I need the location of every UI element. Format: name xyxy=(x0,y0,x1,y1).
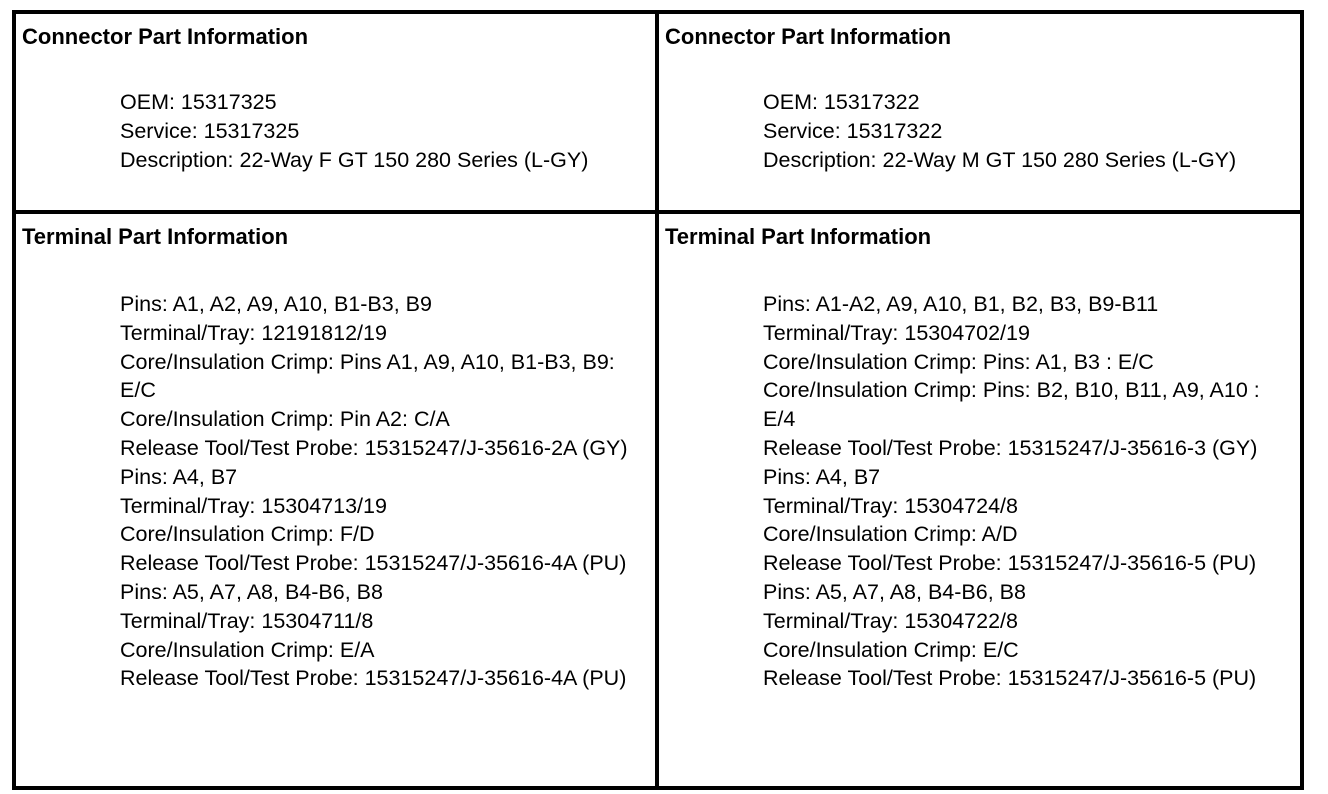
left-terminal-line: Pins: A5, A7, A8, B4-B6, B8 xyxy=(120,579,383,604)
left-terminal-line: Core/Insulation Crimp: Pin A2: C/A xyxy=(120,407,450,432)
left-terminal-line: Core/Insulation Crimp: F/D xyxy=(120,522,375,547)
right-terminal-line: Pins: A1-A2, A9, A10, B1, B2, B3, B9-B11 xyxy=(763,292,1159,316)
left-terminal-details xyxy=(120,290,632,693)
right-terminal-line: Core/Insulation Crimp: A/D xyxy=(763,522,1018,547)
left-terminal-line: Core/Insulation Crimp: E/A xyxy=(120,637,375,662)
left-terminal-line: Release Tool/Test Probe: 15315247/J-35616-4A (PU) xyxy=(120,666,627,691)
connector-info-table xyxy=(12,10,1304,790)
left-terminal-line: Terminal/Tray: 15304713/19 xyxy=(120,493,387,518)
left-terminal-line: Pins: A4, B7 xyxy=(120,464,238,489)
left-terminal-cell xyxy=(14,212,657,788)
right-terminal-line: Terminal/Tray: 15304702/19 xyxy=(763,320,1030,345)
left-connector-title: Connector Part Information xyxy=(22,24,309,49)
right-terminal-line: Terminal/Tray: 15304724/8 xyxy=(763,493,1018,518)
left-terminal-line: Terminal/Tray: 15304711/8 xyxy=(120,608,374,633)
right-terminal-line: Terminal/Tray: 15304722/8 xyxy=(763,608,1018,633)
right-terminal-line: Pins: A5, A7, A8, B4-B6, B8 xyxy=(763,579,1026,604)
left-terminal-line: Core/Insulation Crimp: Pins A1, A9, A10, B1-B3, B9: E/C xyxy=(120,349,615,403)
right-connector-cell xyxy=(657,12,1302,212)
right-connector-service: Service: 15317322 xyxy=(763,118,943,143)
left-terminal-line: Release Tool/Test Probe: 15315247/J-35616-2A (GY) xyxy=(120,435,628,460)
connector-row xyxy=(14,12,1302,212)
right-terminal-line: Core/Insulation Crimp: E/C xyxy=(763,637,1019,662)
left-terminal-line: Release Tool/Test Probe: 15315247/J-35616-4A (PU) xyxy=(120,551,627,576)
right-terminal-title: Terminal Part Information xyxy=(665,224,932,249)
right-terminal-details xyxy=(763,290,1275,693)
right-connector-description: Description: 22-Way M GT 150 280 Series (L-GY) xyxy=(763,147,1237,172)
right-terminal-line: Release Tool/Test Probe: 15315247/J-35616-3 (GY) xyxy=(763,435,1258,460)
right-connector-details xyxy=(763,88,1275,174)
left-connector-oem: OEM: 15317325 xyxy=(120,90,277,114)
left-terminal-line: Terminal/Tray: 12191812/19 xyxy=(120,320,387,345)
right-terminal-line: Release Tool/Test Probe: 15315247/J-35616-5 (PU) xyxy=(763,666,1257,691)
right-connector-title: Connector Part Information xyxy=(665,24,952,49)
right-terminal-cell xyxy=(657,212,1302,788)
right-terminal-line: Core/Insulation Crimp: Pins: A1, B3 : E/C xyxy=(763,349,1154,374)
left-connector-service: Service: 15317325 xyxy=(120,118,300,143)
left-terminal-line: Pins: A1, A2, A9, A10, B1-B3, B9 xyxy=(120,292,432,316)
right-terminal-line: Core/Insulation Crimp: Pins: B2, B10, B11, A9, A10 : E/4 xyxy=(763,378,1260,432)
right-connector-oem: OEM: 15317322 xyxy=(763,90,920,114)
left-terminal-title: Terminal Part Information xyxy=(22,224,289,249)
left-connector-cell xyxy=(14,12,657,212)
terminal-row xyxy=(14,212,1302,788)
left-connector-description: Description: 22-Way F GT 150 280 Series (L-GY) xyxy=(120,147,589,172)
right-terminal-line: Release Tool/Test Probe: 15315247/J-35616-5 (PU) xyxy=(763,551,1257,576)
left-connector-details xyxy=(120,88,632,174)
right-terminal-line: Pins: A4, B7 xyxy=(763,464,881,489)
